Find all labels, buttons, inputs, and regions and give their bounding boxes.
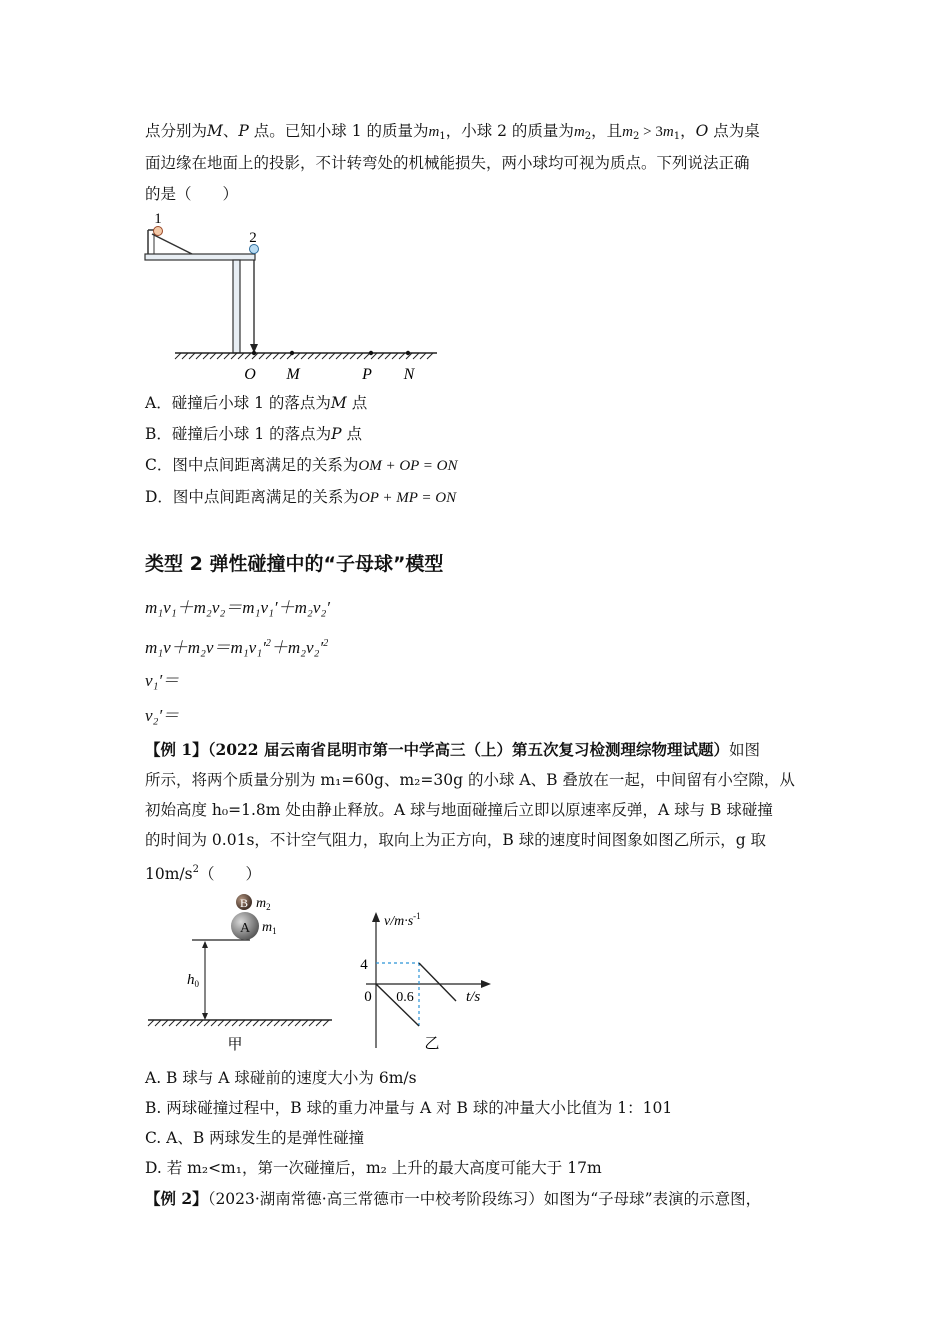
option-b: B．碰撞后小球 1 的落点为P 点	[145, 425, 362, 443]
formula-v2: v₂′＝	[145, 706, 180, 725]
question-line-3: 的是（ ）	[145, 185, 239, 203]
svg-text:m2: $m_2$	[256, 896, 271, 912]
example-1-line-4: 的时间为 0.01s，不计空气阻力，取向上为正方向，B 球的速度时间图象如图乙所示，g 取	[145, 831, 767, 849]
point-N-label: N	[403, 366, 415, 383]
formula-v1: v₁′＝	[145, 671, 180, 690]
question-line-2: 面边缘在地面上的投影，不计转弯处的机械能损失，两小球均可视为质点。下列说法正确	[145, 154, 750, 172]
formula-momentum: m₁v₁＋m₂v₂＝m₁v₁′＋m₂v₂′	[145, 598, 331, 617]
var-M: M	[207, 122, 223, 140]
option-a: A．碰撞后小球 1 的落点为M 点	[145, 394, 368, 412]
svg-text:t/s: t/s	[466, 989, 481, 1005]
label-jia: 甲	[227, 1037, 243, 1053]
ex1-option-d: D. 若 m₂<m₁，第一次碰撞后，m₂ 上升的最大高度可能大于 17m	[145, 1159, 602, 1177]
label-yi: 乙	[424, 1036, 440, 1052]
point-P-label: P	[362, 366, 372, 383]
figure-stacked-balls-and-graph	[140, 888, 500, 1058]
option-d: D．图中点间距离满足的关系为OP + MP = ON	[145, 488, 457, 506]
var-O: O	[695, 122, 709, 140]
svg-text:0: 0	[364, 989, 372, 1005]
question-line-1: 点分别为M、P 点。已知小球 1 的质量为$m_1$，小球 2 的质量为$m_2$，且$m_2 > 3m_1$，O 点为桌	[145, 122, 760, 142]
example-1-line-1: 【例 1】（2022 届云南省昆明市第一中学高三（上）第五次复习检测理综物理试题）如图	[145, 740, 760, 759]
formula-energy: $m_1v+m_2v=m_1v_1'^2+m_2v_2'^2$	[145, 638, 329, 657]
point-M-label: M	[286, 366, 300, 383]
ex1-option-c: C. A、B 两球发生的是弹性碰撞	[145, 1129, 365, 1147]
ball-1-label: 1	[154, 211, 162, 227]
svg-text:4: 4	[360, 957, 368, 973]
ex1-option-a: A. B 球与 A 球碰前的速度大小为 6m/s	[145, 1069, 417, 1087]
ball-2-label: 2	[249, 230, 257, 246]
svg-text:0.6: 0.6	[396, 990, 414, 1005]
svg-text:h0: $h_0$	[187, 972, 199, 989]
option-c: C．图中点间距离满足的关系为OM + OP = ON	[145, 456, 458, 474]
var-P: P	[238, 122, 249, 140]
example-2-line-1: 【例 2】（2023·湖南常德·高三常德市一中校考阶段练习）如图为“子母球”表演的示意图，	[145, 1189, 762, 1208]
ball-1	[154, 227, 163, 236]
ball-B-label: B	[239, 896, 249, 910]
ex1-option-b: B. 两球碰撞过程中，B 球的重力冲量与 A 对 B 球的冲量大小比值为 1：101	[145, 1099, 673, 1117]
section-heading: 类型 2 弹性碰撞中的“子母球”模型	[145, 553, 444, 575]
example-1-line-2: 所示，将两个质量分别为 m₁=60g、m₂=30g 的小球 A、B 叠放在一起，中间留有小空隙，从	[145, 771, 795, 789]
svg-text:v/m·s-1: $v/m\cdot s^{-1}$	[384, 911, 421, 929]
example-1-line-5: $10m/s^2$（ ）	[145, 864, 261, 883]
point-O-label: O	[244, 366, 256, 383]
example-1-line-3: 初始高度 h₀=1.8m 处由静止释放。A 球与地面碰撞后立即以原速率反弹，A 球与 B 球碰撞	[145, 801, 773, 819]
figure-table-collision	[140, 208, 440, 386]
ball-A-label: A	[239, 921, 251, 936]
svg-text:m1: $m_1$	[262, 920, 277, 936]
